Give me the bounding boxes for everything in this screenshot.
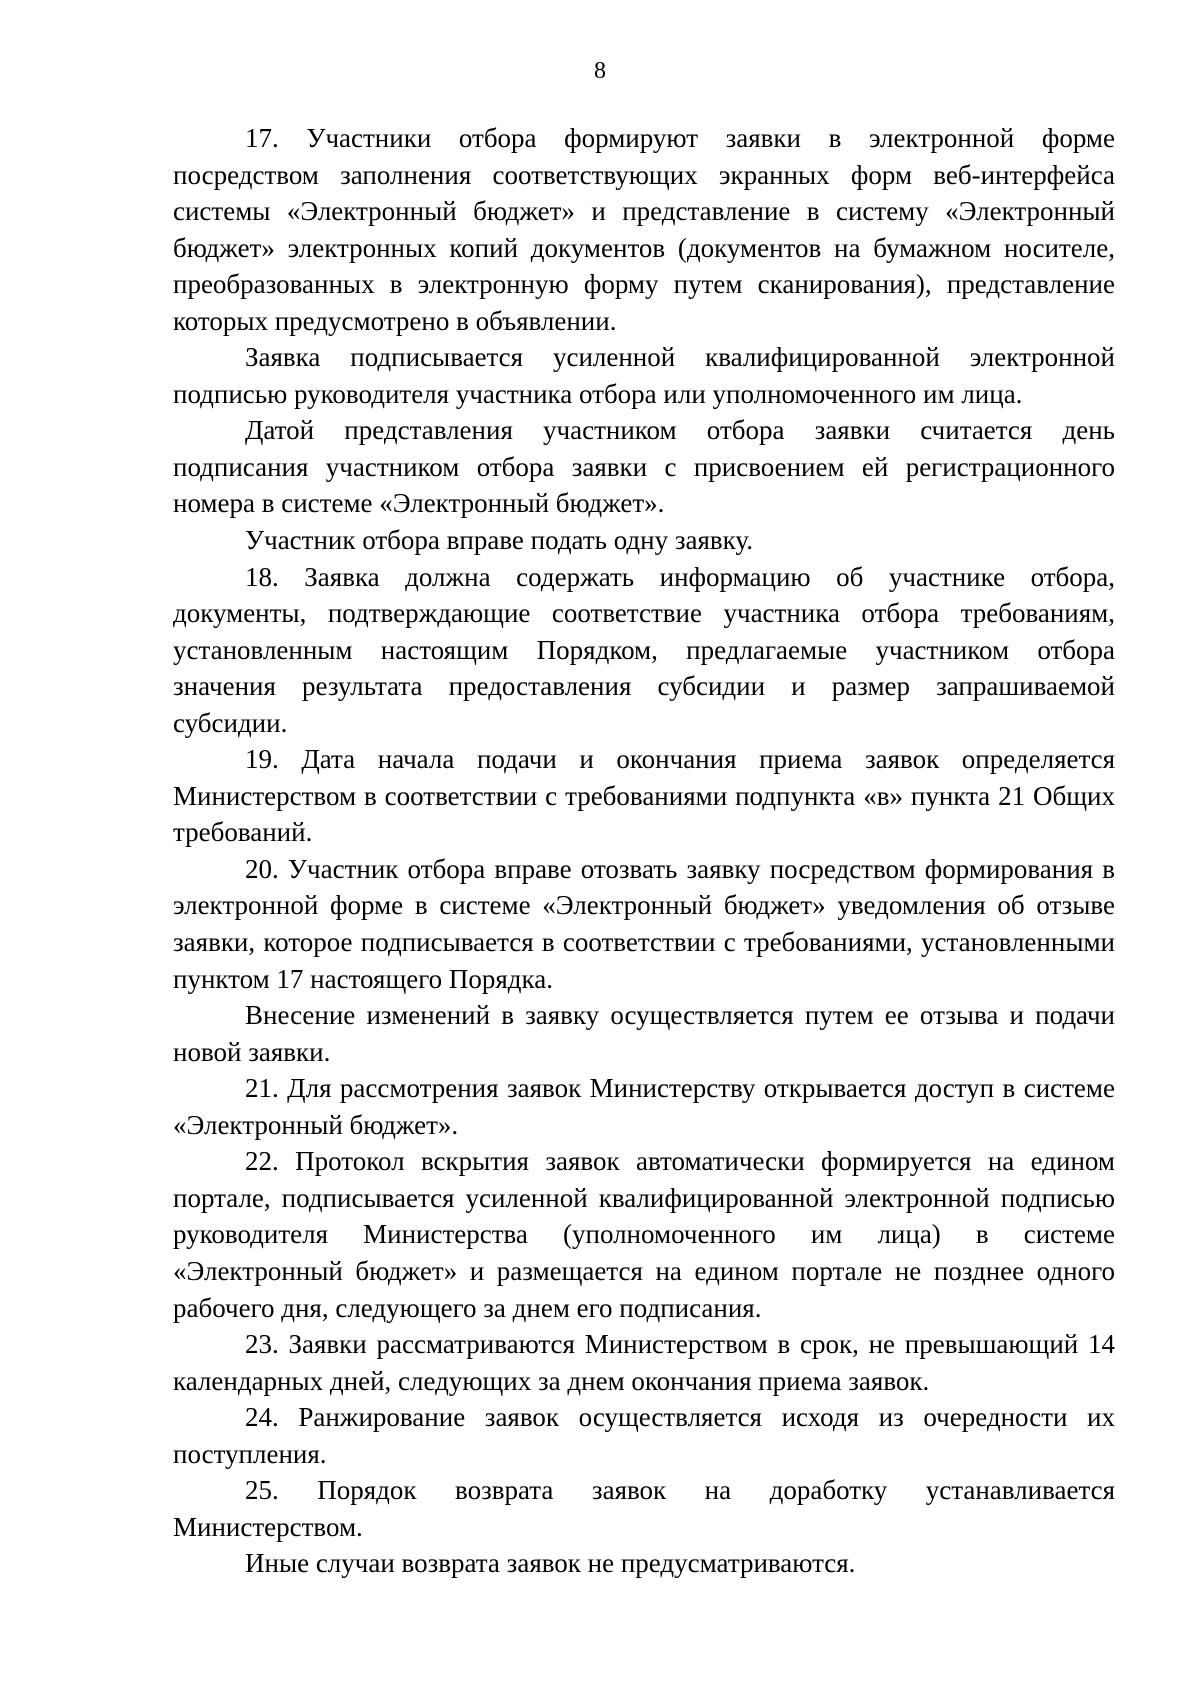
paragraph-20-changes: Внесение изменений в заявку осуществляется путем ее отзыва и подачи новой заявки. bbox=[173, 1000, 1115, 1067]
paragraph-17-one-application: Участник отбора вправе подать одну заявку. bbox=[245, 525, 753, 556]
paragraph-22: 22. Протокол вскрытия заявок автоматически формируется на едином портале, подписывается усиленной квалифицированной электронной подписью руководителя Министерства (уполномоченного им лица) в системе «Электронный бюджет» и размещается на едином портале не позднее одного рабочего дня, следующего за днем его подписания. bbox=[173, 1146, 1115, 1323]
paragraph-18: 18. Заявка должна содержать информацию об участнике отбора, документы, подтверждающие соответствие участника отбора требованиям, установленным настоящим Порядком, предлагаемые участником отбора значения результата предоставления субсидии и размер запрашиваемой субсидии. bbox=[173, 561, 1115, 738]
paragraph-19: 19. Дата начала подачи и окончания приема заявок определяется Министерством в соответствии с требованиями подпункта «в» пункта 21 Общих требований. bbox=[173, 744, 1115, 848]
paragraph-17-signature: Заявка подписывается усиленной квалифицированной электронной подписью руководителя участника отбора или уполномоченного им лица. bbox=[173, 342, 1115, 409]
document-body bbox=[173, 120, 1115, 1582]
paragraph-17: 17. Участники отбора формируют заявки в электронной форме посредством заполнения соответствующих экранных форм веб-интерфейса системы «Электронный бюджет» и представление в систему «Электронный бюджет» электронных копий документов (документов на бумажном носителе, преобразованных в электронную форму путем сканирования), представление которых предусмотрено в объявлении. bbox=[173, 123, 1115, 336]
paragraph-21: 21. Для рассмотрения заявок Министерству открывается доступ в системе «Электронный бюджет». bbox=[173, 1073, 1115, 1140]
paragraph-20: 20. Участник отбора вправе отозвать заявку посредством формирования в электронной форме в системе «Электронный бюджет» уведомления об отзыве заявки, которое подписывается в соответствии с требованиями, установленными пунктом 17 настоящего Порядка. bbox=[173, 853, 1115, 994]
paragraph-25-other-cases: Иные случаи возврата заявок не предусматриваются. bbox=[245, 1548, 856, 1579]
paragraph-17-submission-date: Датой представления участником отбора заявки считается день подписания участником отбора заявки с присвоением ей регистрационного номера в системе «Электронный бюджет». bbox=[173, 415, 1115, 519]
paragraph-25: 25. Порядок возврата заявок на доработку устанавливается Министерством. bbox=[173, 1475, 1115, 1542]
paragraph-23: 23. Заявки рассматриваются Министерством в срок, не превышающий 14 календарных дней, следующих за днем окончания приема заявок. bbox=[173, 1329, 1115, 1396]
page-number: 8 bbox=[594, 58, 606, 84]
paragraph-24: 24. Ранжирование заявок осуществляется исходя из очередности их поступления. bbox=[173, 1402, 1115, 1469]
